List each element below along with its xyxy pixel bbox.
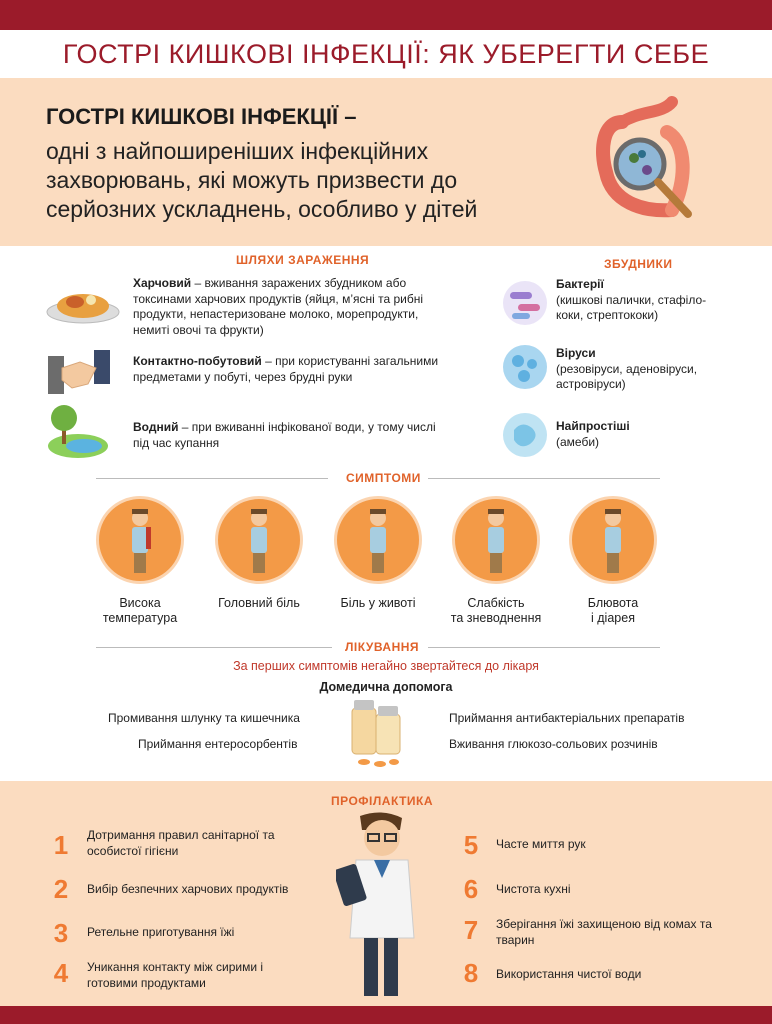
route-item-water: Водний – при вживанні інфікованої води, у тому числі під час купання (133, 420, 436, 450)
divider (96, 647, 332, 648)
symptom-label-stomachache: Біль у животі (340, 596, 416, 610)
prevention-number: 3 (53, 918, 69, 948)
routes-title: ШЛЯХИ ЗАРАЖЕННЯ (236, 253, 370, 267)
prevention-item: Уникання контакту між сирими і готовими продуктами (87, 960, 264, 990)
divider (96, 478, 328, 479)
route-item-food: Харчовий – вживання заражених збудником або токсинами харчових продуктів (яйця, м’ясні та рибні продукти, непастеризоване молоко, морепродукти, немиті овочі та фрукти) (133, 276, 424, 337)
pathogen-item-bacteria: Бактерії (кишкові палички, стафіло-коки, стрептококи) (556, 277, 707, 322)
doctor-icon (336, 808, 426, 1004)
symptom-label-vomiting: Блювота і діарея (587, 596, 639, 625)
virus-icon (502, 344, 548, 390)
treatment-title: ЛІКУВАННЯ (345, 640, 420, 654)
symptom-label-headache: Головний біль (218, 596, 300, 610)
treatment-right-2: Вживання глюкозо-сольових розчинів (449, 737, 658, 751)
symptoms-title: СИМПТОМИ (346, 471, 421, 485)
prevention-number: 6 (463, 874, 479, 904)
treatment-left-1: Промивання шлунку та кишечника (108, 711, 300, 725)
pathogens-title: ЗБУДНИКИ (604, 257, 673, 271)
symptom-label-fever: Висока температура (102, 596, 178, 625)
prevention-number: 8 (463, 958, 479, 988)
prevention-item: Чистота кухні (496, 882, 571, 896)
prevention-number: 4 (53, 958, 69, 988)
pathogen-item-protozoa: Найпростіші (амеби) (556, 419, 630, 449)
handshake-icon (46, 346, 112, 398)
bacteria-icon (502, 280, 548, 326)
pill-bottles-icon (346, 696, 406, 770)
prevention-item: Ретельне приготування їжі (87, 925, 235, 939)
intestine-magnifier-icon (592, 92, 702, 232)
prevention-number: 5 (463, 830, 479, 860)
prevention-number: 1 (53, 830, 69, 860)
protozoa-icon (502, 412, 548, 458)
pathogen-item-virus: Віруси (резовіруси, аденовіруси, астровіруси) (556, 346, 698, 391)
treatment-right-1: Приймання антибактеріальних препаратів (449, 711, 685, 725)
hero-text: одні з найпоширеніших інфекційних захворювань, які можуть призвести до серйозних ускладнень, особливо у дітей (46, 138, 478, 222)
prevention-item: Часте миття рук (496, 837, 586, 851)
symptom-label-weakness: Слабкість та зневоднення (450, 596, 542, 625)
prevention-item: Вибір безпечних харчових продуктів (87, 882, 289, 896)
treatment-subtitle: За перших симптомів негайно звертайтеся до лікаря (233, 659, 539, 673)
prevention-title: ПРОФІЛАКТИКА (331, 794, 434, 808)
page-title: ГОСТРІ КИШКОВІ ІНФЕКЦІЇ: ЯК УБЕРЕГТИ СЕБЕ (62, 39, 710, 69)
food-plate-icon (45, 280, 121, 326)
prevention-number: 2 (53, 874, 69, 904)
divider (428, 478, 660, 479)
pond-tree-icon (44, 402, 110, 460)
prevention-item: Дотримання правил санітарної та особистої гігієни (87, 828, 275, 858)
prevention-item: Використання чистої води (496, 967, 642, 981)
bottom-bar (0, 1006, 772, 1024)
prevention-number: 7 (463, 915, 479, 945)
route-item-contact: Контактно-побутовий – при користуванні загальними предметами у побуті, через брудні руки (133, 354, 439, 384)
symptom-figures (96, 496, 664, 590)
hero-heading: ГОСТРІ КИШКОВІ ІНФЕКЦІЇ – (46, 104, 357, 129)
first-aid-heading: Домедична допомога (319, 680, 453, 694)
treatment-left-2: Приймання ентеросорбентів (138, 737, 298, 751)
prevention-item: Зберігання їжі захищеною від комах та тварин (496, 917, 712, 947)
divider (428, 647, 660, 648)
top-bar (0, 0, 772, 30)
